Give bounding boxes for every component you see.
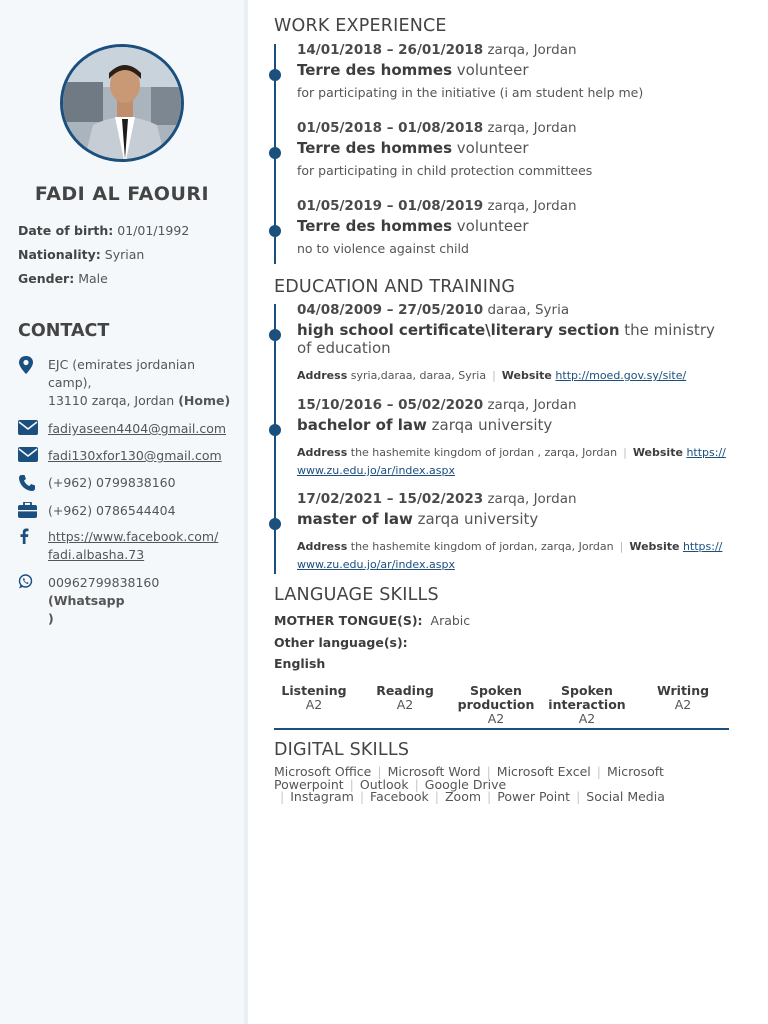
address-line-1: EJC (emirates jordanian	[48, 357, 195, 372]
website-label: Website	[632, 446, 683, 459]
contact-phone	[18, 474, 238, 496]
contact-whatsapp	[18, 574, 238, 628]
whatsapp-tag: (Whatsapp	[48, 593, 125, 608]
language-skills-heading: LANGUAGE SKILLS	[274, 585, 439, 605]
address-line-3: 13110 zarqa, Jordan	[48, 393, 175, 408]
work-entry-2	[297, 120, 732, 178]
date-of-birth	[18, 223, 189, 238]
skill-item: Microsoft Excel	[496, 764, 591, 779]
work-dates: 01/05/2019 – 01/08/2019	[297, 198, 484, 214]
address-label: Address	[297, 540, 348, 553]
facebook-icon	[18, 528, 30, 544]
email-link-2[interactable]: fadi130xfor130@gmail.com	[48, 448, 222, 463]
gender-value: Male	[78, 271, 108, 286]
contact-address	[18, 356, 238, 410]
work-organization: Terre des hommes	[297, 217, 453, 235]
nationality-value: Syrian	[104, 247, 145, 262]
column-header: Listening	[281, 683, 347, 698]
work-entry-3	[297, 198, 732, 256]
skill-item: Zoom	[444, 789, 482, 804]
education-timeline-line	[274, 304, 276, 574]
nationality-label: Nationality:	[18, 247, 101, 262]
skill-item: Outlook	[359, 776, 409, 792]
other-language-value: English	[274, 656, 326, 671]
column-level: A2	[674, 697, 692, 712]
education-address: syria,daraa, daraa, Syria	[350, 369, 487, 382]
contact-email-2	[18, 447, 238, 466]
briefcase-icon	[18, 502, 37, 518]
gender	[18, 271, 108, 286]
education-website-link[interactable]: http://moed.gov.sy/site/	[555, 369, 687, 382]
education-website-link[interactable]: https://	[682, 540, 723, 553]
envelope-icon	[18, 447, 38, 462]
education-entry-1: 04/08/2009 – 27/05/2010 daraa, Syria high school certificate\literary section the ministry of education Address syria,daraa, daraa, Syria | Website http://moed.gov.sy/site/	[297, 302, 715, 382]
work-dates: 14/01/2018 – 26/01/2018	[297, 42, 484, 58]
column-header: Writing	[656, 683, 710, 698]
other-languages-label-text: Other language(s):	[274, 635, 408, 650]
work-location: zarqa, Jordan	[487, 120, 577, 136]
skill-item: Instagram	[290, 789, 354, 804]
education-degree: master of law	[297, 510, 413, 528]
spoken-interaction-column	[536, 684, 638, 728]
education-entry-3: 17/02/2021 – 15/02/2023 zarqa, Jordan master of law zarqa university Address the hashemite kingdom of jordan, zarqa, Jordan | Website https:// www.zu.edu.jo/ar/index.aspx	[297, 491, 723, 571]
work-description: for participating in child protection committees	[297, 163, 593, 178]
work-role: volunteer	[456, 139, 529, 157]
education-institution: zarqa university	[417, 510, 539, 528]
column-header: Spoken	[470, 683, 522, 698]
work-phone-number: (+962) 0786544404	[48, 503, 176, 518]
education-website-link[interactable]: https://	[686, 446, 726, 459]
education-institution: zarqa university	[431, 416, 553, 434]
gender-label: Gender:	[18, 271, 75, 286]
work-organization: Terre des hommes	[297, 139, 453, 157]
column-level: A2	[578, 711, 596, 726]
skill-item: Facebook	[370, 789, 429, 804]
work-organization: Terre des hommes	[297, 61, 453, 79]
timeline-dot	[269, 225, 281, 237]
mother-tongue-label: MOTHER TONGUE(S):	[274, 613, 423, 628]
mother-tongue-value: Arabic	[430, 613, 471, 628]
education-institution: the ministry of education	[297, 321, 715, 357]
profile-photo-image	[63, 47, 184, 162]
work-dates: 01/05/2018 – 01/08/2018	[297, 120, 484, 136]
education-heading: EDUCATION AND TRAINING	[274, 277, 516, 297]
timeline-dot	[269, 329, 281, 341]
work-role: volunteer	[456, 61, 529, 79]
timeline-dot	[269, 69, 281, 81]
column-level: A2	[396, 697, 414, 712]
timeline-dot	[269, 518, 281, 530]
whatsapp-number: 00962799838160	[48, 575, 160, 590]
other-languages-label	[274, 635, 408, 650]
writing-column	[638, 684, 728, 728]
nationality	[18, 247, 144, 262]
skill-item: Microsoft Powerpoint	[274, 764, 664, 792]
email-link-1[interactable]: fadiyaseen4404@gmail.com	[48, 421, 227, 436]
person-name: FADI AL FAOURI	[34, 183, 210, 205]
education-dates: 15/10/2016 – 05/02/2020	[297, 397, 484, 413]
listening-column	[274, 684, 354, 728]
work-entry-1	[297, 42, 732, 100]
contact-work-phone	[18, 502, 238, 522]
education-degree: bachelor of law	[297, 416, 427, 434]
skill-item: Power Point	[497, 789, 571, 804]
contact-heading: CONTACT	[18, 321, 110, 341]
skill-item: Social Media	[586, 789, 665, 804]
education-address: the hashemite kingdom of jordan, zarqa, Jordan	[350, 540, 614, 553]
column-header: Reading	[376, 683, 434, 698]
spoken-production-column	[456, 684, 536, 728]
address-label: Address	[297, 446, 348, 459]
address-line-2: camp),	[48, 375, 92, 390]
website-label: Website	[629, 540, 680, 553]
education-location: daraa, Syria	[487, 302, 570, 318]
education-location: zarqa, Jordan	[487, 397, 577, 413]
work-description: no to violence against child	[297, 241, 469, 256]
whatsapp-tag-end: )	[48, 611, 54, 626]
work-description: for participating in the initiative (i am student help me)	[297, 85, 644, 100]
column-header-cont: production	[457, 697, 535, 712]
address-tag: (Home)	[178, 393, 231, 408]
work-location: zarqa, Jordan	[487, 42, 577, 58]
phone-number: (+962) 0799838160	[48, 475, 176, 490]
education-website-link-cont[interactable]: www.zu.edu.jo/ar/index.aspx	[297, 464, 455, 477]
digital-skills-list: Microsoft Office | Microsoft Word | Microsoft Excel | Microsoft Powerpoint | Outlook | Google Drive | Instagram | Facebook | Zoom | Power Point | Social Media	[274, 764, 665, 804]
column-header: Spoken	[561, 683, 613, 698]
mother-tongue	[274, 613, 470, 628]
column-level: A2	[305, 697, 323, 712]
digital-skills-heading: DIGITAL SKILLS	[274, 740, 410, 760]
envelope-icon	[18, 420, 38, 435]
sidebar	[0, 0, 248, 1024]
other-language-name	[274, 656, 325, 671]
skill-item: Microsoft Word	[387, 764, 481, 779]
education-dates: 17/02/2021 – 15/02/2023	[297, 491, 484, 507]
education-entry-2: 15/10/2016 – 05/02/2020 zarqa, Jordan bachelor of law zarqa university Address the hashemite kingdom of jordan , zarqa, Jordan | Website https:// www.zu.edu.jo/ar/index.aspx	[297, 397, 726, 477]
column-level: A2	[487, 711, 505, 726]
dob-label: Date of birth:	[18, 223, 114, 238]
contact-facebook	[18, 528, 238, 564]
work-role: volunteer	[456, 217, 529, 235]
skill-item: Microsoft Office	[274, 764, 372, 779]
education-address: the hashemite kingdom of jordan , zarqa, Jordan	[350, 446, 618, 459]
location-pin-icon	[18, 356, 34, 374]
education-dates: 04/08/2009 – 27/05/2010	[297, 302, 484, 318]
phone-icon	[18, 474, 36, 492]
education-degree: high school certificate\literary section	[297, 321, 620, 339]
column-header-cont: interaction	[548, 697, 626, 712]
skill-item: Google Drive	[424, 776, 507, 792]
work-location: zarqa, Jordan	[487, 198, 577, 214]
whatsapp-icon	[18, 574, 33, 589]
facebook-link-line-1[interactable]: https://www.facebook.com/	[48, 529, 219, 544]
timeline-dot	[269, 147, 281, 159]
contact-email-1	[18, 420, 238, 439]
profile-photo	[60, 44, 184, 162]
address-label: Address	[297, 369, 348, 382]
reading-column	[354, 684, 456, 728]
facebook-link-line-2[interactable]: fadi.albasha.73	[48, 547, 145, 562]
language-level-table	[274, 684, 729, 730]
education-website-link-cont[interactable]: www.zu.edu.jo/ar/index.aspx	[297, 558, 455, 571]
dob-value: 01/01/1992	[117, 223, 190, 238]
education-location: zarqa, Jordan	[487, 491, 577, 507]
timeline-dot	[269, 424, 281, 436]
website-label: Website	[501, 369, 552, 382]
work-experience-heading: WORK EXPERIENCE	[274, 16, 447, 36]
